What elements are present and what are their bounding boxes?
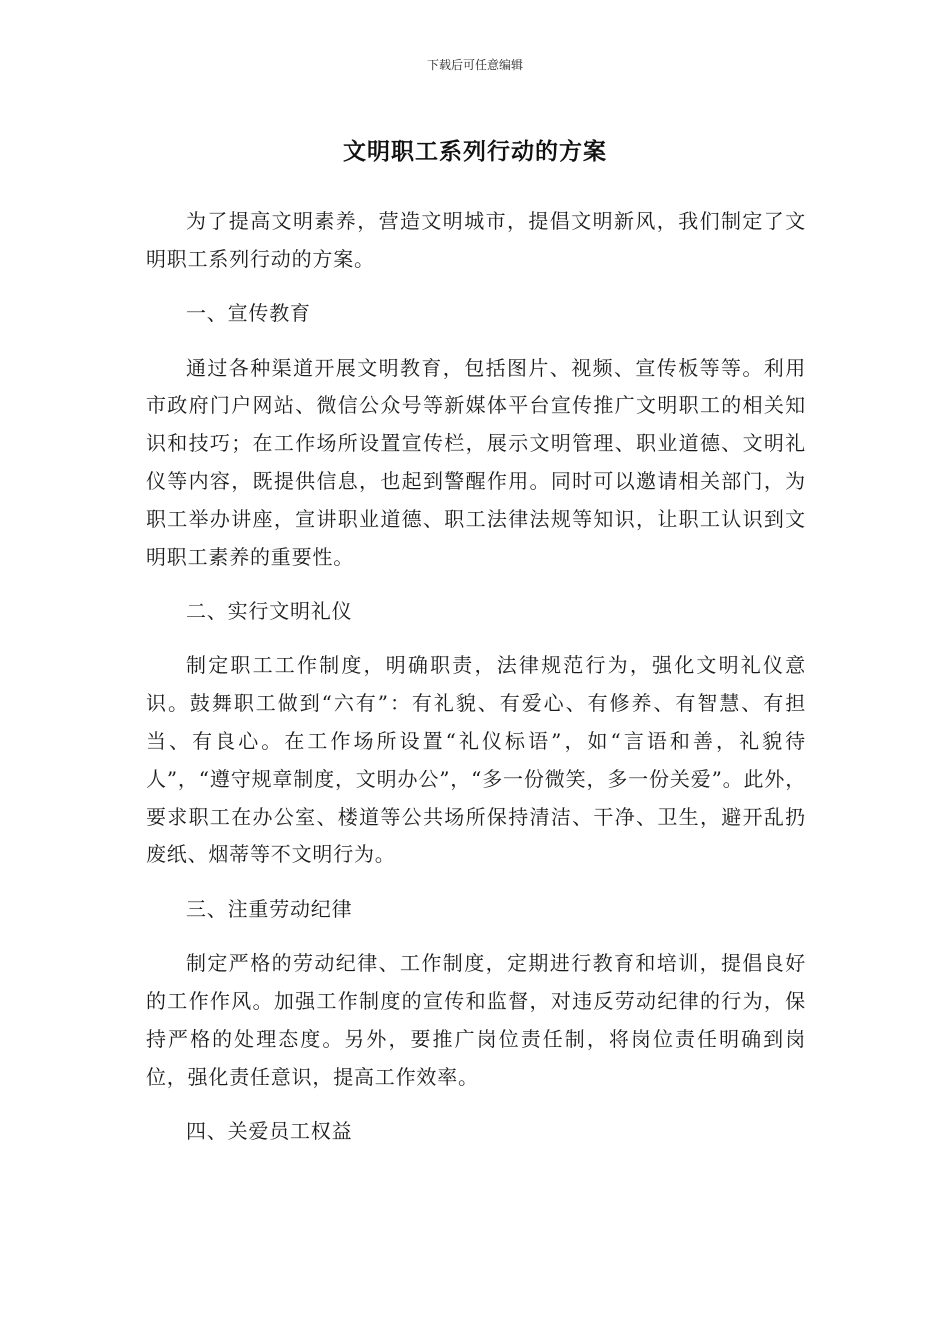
- document-title: 文明职工系列行动的方案: [343, 139, 607, 165]
- section-heading-discipline: 三、注重劳动纪律: [186, 896, 353, 921]
- section-body-discipline: 制定严格的劳动纪律、工作制度，定期进行教育和培训，提倡良好的工作作风。加强工作制度的宣传和监督，对违反劳动纪律的行为，保持严格的处理态度。另外，要推广岗位责任制，将岗位责任明确到岗位，强化责任意识，提高工作效率。: [146, 951, 806, 1089]
- section-body-publicity: 通过各种渠道开展文明教育，包括图片、视频、宣传板等等。利用市政府门户网站、微信公众号等新媒体平台宣传推广文明职工的相关知识和技巧；在工作场所设置宣传栏，展示文明管理、职业道德、文明礼仪等内容，既提供信息，也起到警醒作用。同时可以邀请相关部门，为职工举办讲座，宣讲职业道德、职工法律法规等知识，让职工认识到文明职工素养的重要性。: [146, 355, 806, 569]
- document-body: [146, 203, 806, 1167]
- section-heading-etiquette: 二、实行文明礼仪: [186, 598, 353, 623]
- intro-paragraph: 为了提高文明素养，营造文明城市，提倡文明新风，我们制定了文明职工系列行动的方案。: [146, 209, 806, 271]
- section-heading-employee-rights: 四、关爱员工权益: [186, 1118, 353, 1143]
- section-heading-publicity: 一、宣传教育: [186, 301, 311, 326]
- section-body-etiquette: 制定职工工作制度，明确职责，法律规范行为，强化文明礼仪意识。鼓舞职工做到“六有”：有礼貌、有爱心、有修养、有智慧、有担当、有良心。在工作场所设置“礼仪标语”，如“言语和善，礼貌待人”，“遵守规章制度，文明办公”，“多一份微笑，多一份关爱”。此外，要求职工在办公室、楼道等公共场所保持清洁、干净、卫生，避开乱扔废纸、烟蒂等不文明行为。: [146, 653, 806, 867]
- header-note: 下载后可任意编辑: [426, 58, 523, 72]
